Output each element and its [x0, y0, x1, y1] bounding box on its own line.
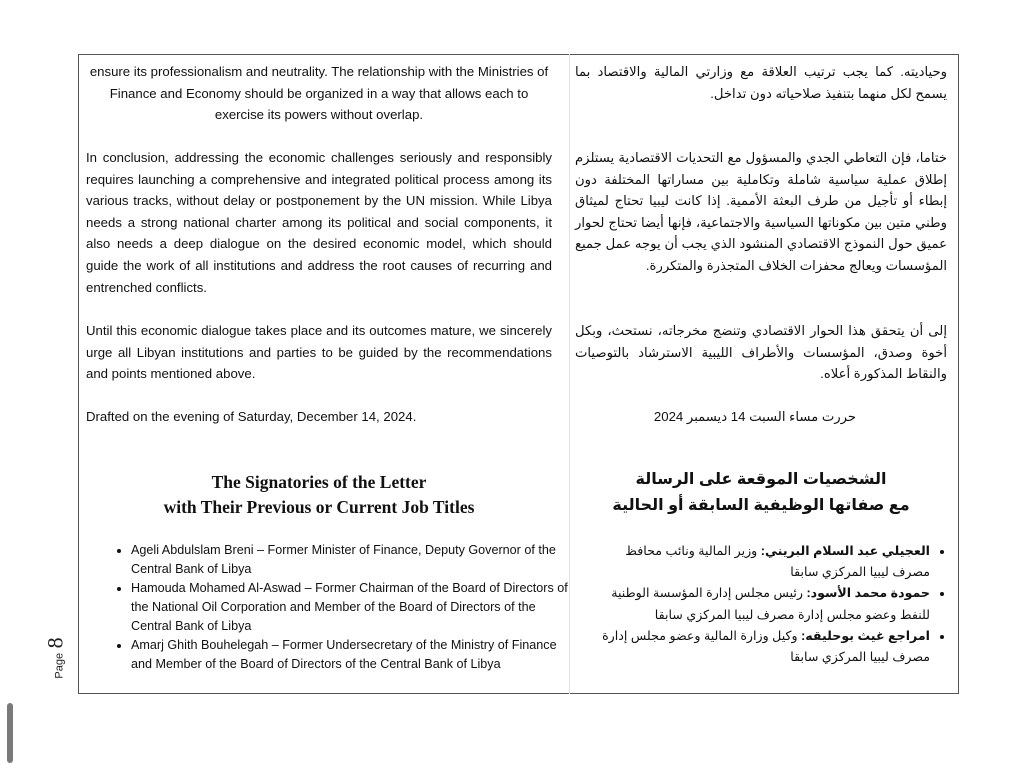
- en-signatories-title: [86, 470, 552, 520]
- ar-signatories-title-line1: الشخصيات الموقعة على الرسالة: [635, 471, 887, 488]
- en-signatory-1: • Ageli Abdulslam Breni – Former Minister of Finance, Deputy Governor of the Central Bank of Libya: [131, 541, 571, 579]
- ar-signatory-3-name: امراجع غيث بوحليقه:: [801, 628, 930, 643]
- en-signatory-2: • Hamouda Mohamed Al-Aswad – Former Chairman of the Board of Directors of the National Oil Corporation and Member of the Board of Directors of the Central Bank of Libya: [131, 579, 571, 636]
- scrollbar-thumb[interactable]: [7, 703, 13, 763]
- ar-drafted-date: حررت مساء السبت 14 ديسمبر 2024: [653, 409, 857, 424]
- ar-signatories-list: [590, 541, 952, 668]
- page-word: Page: [53, 652, 66, 679]
- ar-signatory-2-name: حمودة محمد الأسود:: [806, 586, 930, 601]
- ar-paragraph-until: إلى أن يتحقق هذا الحوار الاقتصادي وتنضج مخرجاته، نستحث، وبكل أخوة وصدق، المؤسسات والأطراف الليبية الاسترشاد بالتوصيات والنقاط المذكورة أعلاه.: [575, 323, 947, 382]
- ar-signatories-title-line2: مع صفاتها الوظيفية السابقة أو الحالية: [612, 497, 910, 514]
- en-signatories-title-line2: with Their Previous or Current Job Titles: [163, 497, 475, 517]
- ar-paragraph-conclusion: ختاما، فإن التعاطي الجدي والمسؤول مع التحديات الاقتصادية يستلزم إطلاق عملية سياسية شاملة وتكاملية بين مساراتها المختلفة دون إبطاء أو تأجيل من طرف البعثة الأممية. إذا كانت ليبيا تحتاج لميثاق وطني متين بين مكوناتها السياسية والاجتماعية، فإنها أيضا تحتاج لحوار عميق حول النموذج الاقتصادي المنشود الذي يجب أن يوجه عمل جميع المؤسسات ويعالج محفزات الخلاف المتجذرة والمتكررة.: [575, 150, 947, 273]
- ar-signatory-3: [590, 626, 930, 668]
- page-number-label: [43, 637, 69, 678]
- ar-signatory-1-name: العجيلي عبد السلام البريني:: [760, 544, 930, 558]
- ar-signatory-2: [590, 583, 930, 625]
- ar-paragraph-top: وحياديته. كما يجب ترتيب العلاقة مع وزارتي المالية والاقتصاد بما يسمح لكل منهما بتنفيذ صلاحياته دون تداخل.: [575, 64, 947, 101]
- ar-signatory-1: [590, 541, 930, 583]
- ar-signatory-1-title: وزير المالية ونائب محافظ مصرف ليبيا المركزي سابقا: [625, 544, 930, 580]
- en-drafted-date: Drafted on the evening of Saturday, December 14, 2024.: [86, 409, 417, 424]
- en-signatories-title-line1: The Signatories of the Letter: [211, 472, 427, 492]
- page-number: 8: [42, 637, 68, 649]
- en-paragraph-conclusion: In conclusion, addressing the economic challenges seriously and responsibly requires launching a comprehensive and integrated political process among its various tracks, without delay or postponement by the UN mission. While Libya needs a strong national charter among its political and social components, it also needs a deep dialogue on the desired economic model, which should guide the work of all institutions and address the root causes of recurring and entrenched conflicts.: [86, 150, 552, 295]
- en-paragraph-until: Until this economic dialogue takes place and its outcomes mature, we sincerely urge all Libyan institutions and parties to be guided by the recommendations and points mentioned above.: [86, 323, 552, 382]
- en-paragraph-top: ensure its professionalism and neutrality. The relationship with the Ministries of Finance and Economy should be organized in a way that allows each to exercise its powers without overlap.: [89, 64, 549, 123]
- en-signatories-list: [108, 541, 571, 674]
- en-signatory-3: • Amarj Ghith Bouhelegah – Former Undersecretary of the Ministry of Finance and Member of the Board of Directors of the Central Bank of Libya: [131, 636, 571, 674]
- ar-signatory-3-title: وكيل وزارة المالية وعضو مجلس إدارة مصرف ليبيا المركزي سابقا: [602, 628, 930, 665]
- ar-signatory-2-title: رئيس مجلس إدارة المؤسسة الوطنية للنفط وعضو مجلس إدارة مصرف ليبيا المركزي سابقا: [611, 586, 930, 622]
- ar-signatories-title: [575, 467, 947, 519]
